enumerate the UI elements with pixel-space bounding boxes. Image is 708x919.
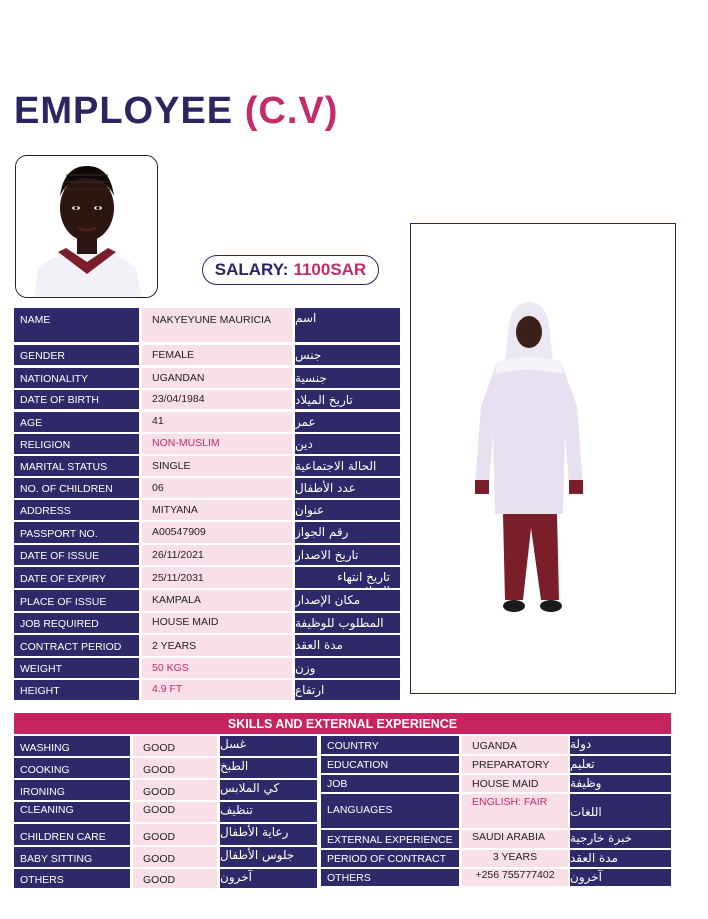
row-arabic: المطلوب للوظيفة [295, 613, 400, 633]
experience-value: HOUSE MAID [462, 775, 568, 792]
skill-label: OTHERS [14, 869, 130, 888]
experience-row [321, 775, 671, 792]
experience-label: EXTERNAL EXPERIENCE [321, 830, 459, 848]
full-body-photo [410, 223, 676, 694]
portrait-image [16, 156, 158, 298]
row-value: A00547909 [142, 522, 292, 543]
skill-value: GOOD [133, 869, 217, 888]
row-label: PASSPORT NO. [14, 522, 139, 543]
row-label: CONTRACT PERIOD [14, 635, 139, 656]
info-row-address [14, 500, 400, 520]
page-title [14, 90, 338, 133]
salary-label: SALARY: [214, 260, 289, 279]
info-row-children [14, 478, 400, 498]
info-row-date-of-issue [14, 545, 400, 565]
salary-value: 1100SAR [293, 260, 367, 279]
row-label: JOB REQUIRED [14, 613, 139, 633]
experience-row [321, 830, 671, 848]
experience-label: EDUCATION [321, 756, 459, 773]
row-value: SINGLE [142, 456, 292, 476]
skill-row [14, 780, 317, 800]
experience-label: COUNTRY [321, 736, 459, 754]
salary-badge [202, 255, 379, 285]
row-arabic: تاريخ الميلاد [295, 390, 400, 409]
skills-section-header: SKILLS AND EXTERNAL EXPERIENCE [14, 713, 671, 734]
experience-arabic: تعليم [570, 756, 671, 773]
skill-value: GOOD [133, 847, 217, 867]
skill-label: IRONING [14, 780, 130, 800]
full-body-image [411, 224, 675, 693]
skill-arabic: الطبخ [220, 758, 317, 778]
passport-photo [15, 155, 158, 298]
info-row-passport [14, 522, 400, 543]
row-arabic: دين [295, 434, 400, 454]
info-row-weight [14, 658, 400, 678]
row-label: WEIGHT [14, 658, 139, 678]
row-label: DATE OF BIRTH [14, 390, 139, 409]
row-arabic: جنسية [295, 368, 400, 388]
skill-value: GOOD [133, 802, 217, 822]
row-value: 23/04/1984 [142, 390, 292, 409]
skill-value: GOOD [133, 780, 217, 800]
row-arabic: وزن [295, 658, 400, 678]
skill-arabic: جلوس الأطفال [220, 847, 317, 867]
info-row-age [14, 412, 400, 432]
info-row-place-of-issue [14, 590, 400, 611]
experience-row [321, 794, 671, 828]
experience-value: SAUDI ARABIA [462, 830, 568, 848]
row-value: FEMALE [142, 345, 292, 365]
row-label: DATE OF ISSUE [14, 545, 139, 565]
experience-row [321, 736, 671, 754]
row-value: UGANDAN [142, 368, 292, 388]
title-accent: (C.V) [244, 90, 339, 132]
row-label: RELIGION [14, 434, 139, 454]
row-arabic: اسم [295, 308, 400, 342]
skill-row [14, 802, 317, 822]
title-main: EMPLOYEE [14, 90, 234, 132]
row-label: MARITAL STATUS [14, 456, 139, 476]
info-row-religion [14, 434, 400, 454]
row-arabic: عدد الأطفال [295, 478, 400, 498]
row-arabic: جنس [295, 345, 400, 365]
row-value: NAKYEYUNE MAURICIA [142, 308, 292, 342]
info-row-date-of-expiry [14, 567, 400, 588]
row-value: 26/11/2021 [142, 545, 292, 565]
row-value: 25/11/2031 [142, 567, 292, 588]
row-arabic: تاريخ الاصدار [295, 545, 400, 565]
row-value: 50 KGS [142, 658, 292, 678]
skill-value: GOOD [133, 736, 217, 756]
experience-label: OTHERS [321, 869, 459, 886]
experience-row [321, 756, 671, 773]
experience-label: PERIOD OF CONTRACT [321, 850, 459, 867]
experience-value: ENGLISH: FAIR [462, 794, 568, 828]
experience-value: +256 755777402 [462, 869, 568, 886]
skill-row [14, 758, 317, 778]
row-label: ADDRESS [14, 500, 139, 520]
skill-arabic: كي الملابس [220, 780, 317, 800]
experience-arabic: وظيفة [570, 775, 671, 792]
skill-value: GOOD [133, 758, 217, 778]
skill-label: BABY SITTING [14, 847, 130, 867]
info-row-job-required [14, 613, 400, 633]
row-label: PLACE OF ISSUE [14, 590, 139, 611]
row-arabic: الحالة الاجتماعية [295, 456, 400, 476]
info-row-nationality [14, 368, 400, 388]
row-arabic: رقم الجواز [295, 522, 400, 543]
row-arabic: عمر [295, 412, 400, 432]
row-value: KAMPALA [142, 590, 292, 611]
info-row-gender [14, 345, 400, 365]
info-row-height [14, 680, 400, 700]
experience-arabic: مدة العقد [570, 850, 671, 867]
skill-arabic: غسل [220, 736, 317, 756]
skill-label: CLEANING [14, 802, 130, 822]
row-label: GENDER [14, 345, 139, 365]
experience-arabic: دولة [570, 736, 671, 754]
row-label: NAME [14, 308, 139, 342]
experience-label: JOB [321, 775, 459, 792]
info-row-contract-period [14, 635, 400, 656]
experience-arabic: خبرة خارجية [570, 830, 671, 848]
skill-value: GOOD [133, 824, 217, 845]
experience-arabic: اللغات [570, 794, 671, 828]
row-arabic: مكان الإصدار [295, 590, 400, 611]
skill-arabic: آخرون [220, 869, 317, 888]
row-arabic: عنوان [295, 500, 400, 520]
experience-value: 3 YEARS [462, 850, 568, 867]
skill-label: COOKING [14, 758, 130, 778]
row-value: 2 YEARS [142, 635, 292, 656]
row-arabic: ارتفاع [295, 680, 400, 700]
row-label: DATE OF EXPIRY [14, 567, 139, 588]
row-label: NO. OF CHILDREN [14, 478, 139, 498]
skill-row [14, 869, 317, 888]
row-label: HEIGHT [14, 680, 139, 700]
info-row-name [14, 308, 400, 342]
row-label: NATIONALITY [14, 368, 139, 388]
row-value: MITYANA [142, 500, 292, 520]
row-value: 06 [142, 478, 292, 498]
experience-row [321, 869, 671, 886]
skill-row [14, 736, 317, 756]
skill-arabic: رعاية الأطفال [220, 824, 317, 845]
experience-value: UGANDA [462, 736, 568, 754]
skill-row [14, 824, 317, 845]
skill-label: CHILDREN CARE [14, 824, 130, 845]
info-row-marital-status [14, 456, 400, 476]
experience-label: LANGUAGES [321, 794, 459, 828]
info-row-dob [14, 390, 400, 409]
skill-label: WASHING [14, 736, 130, 756]
row-value: 4.9 FT [142, 680, 292, 700]
skill-arabic: تنظيف [220, 802, 317, 822]
experience-value: PREPARATORY [462, 756, 568, 773]
experience-arabic: آخرون [570, 869, 671, 886]
row-value: HOUSE MAID [142, 613, 292, 633]
row-value: 41 [142, 412, 292, 432]
row-arabic: مدة العقد [295, 635, 400, 656]
row-arabic: تاريخ انتهاء [295, 567, 400, 588]
experience-row [321, 850, 671, 867]
row-value: NON-MUSLIM [142, 434, 292, 454]
skill-row [14, 847, 317, 867]
row-label: AGE [14, 412, 139, 432]
